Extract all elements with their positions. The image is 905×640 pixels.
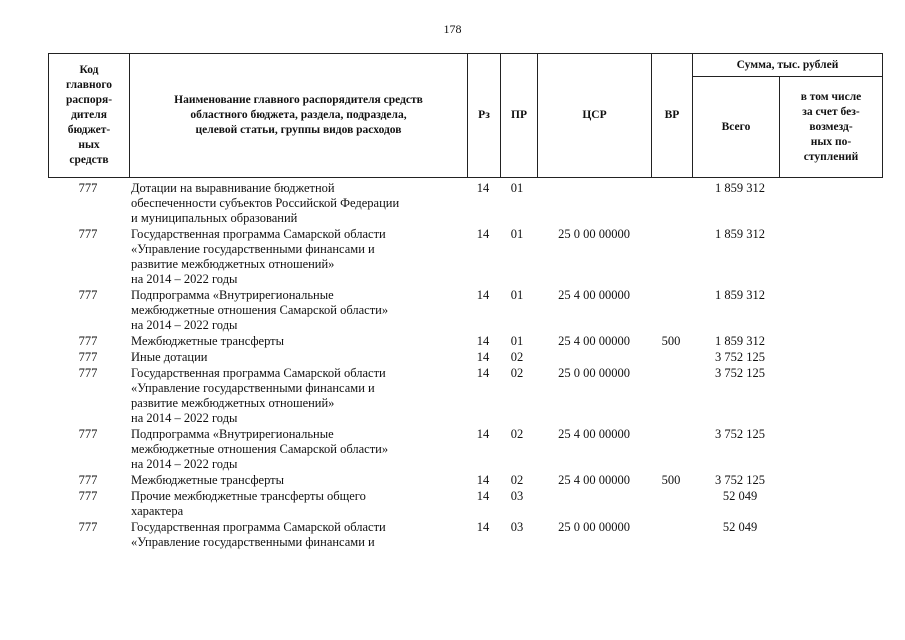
cell-name: Подпрограмма «Внутрирегиональные межбюджетные отношения Самарской области» на 2014 – 2022 годы [131, 427, 389, 471]
cell-rz: 14 [476, 427, 490, 441]
cell-name: Прочие межбюджетные трансферты общего характера [131, 489, 366, 518]
cell-pr: 02 [510, 366, 524, 380]
cell-pr: 03 [510, 489, 524, 503]
cell-pr: 01 [510, 334, 524, 348]
cell-csr: 25 0 00 00000 [558, 366, 630, 380]
cell-code: 777 [78, 334, 98, 348]
cell-rz: 14 [476, 473, 490, 487]
cell-code: 777 [78, 288, 98, 302]
cell-name: Межбюджетные трансферты [131, 473, 285, 487]
header-name: Наименование главного распорядителя средств областного бюджета, раздела, подраздела, целевой статьи, группы видов расходов [174, 94, 423, 136]
header-sum: Сумма, тыс. рублей [736, 58, 839, 71]
cell-total: 1 859 312 [715, 227, 765, 241]
cell-total: 3 752 125 [715, 366, 765, 380]
cell-name: Государственная программа Самарской области «Управление государственными финансами и развитие межбюджетных отношений» на 2014 – 2022 годы [131, 227, 386, 286]
cell-rz: 14 [476, 489, 490, 503]
cell-code: 777 [78, 227, 98, 241]
cell-code: 777 [78, 366, 98, 380]
cell-pr: 02 [510, 427, 524, 441]
header-code: Код главного распоря- дителя бюджет- ных средств [65, 64, 113, 166]
cell-total: 1 859 312 [715, 181, 765, 195]
cell-csr: 25 0 00 00000 [558, 227, 630, 241]
cell-name: Подпрограмма «Внутрирегиональные межбюджетные отношения Самарской области» на 2014 – 2022 годы [131, 288, 389, 332]
cell-csr: 25 4 00 00000 [558, 334, 630, 348]
cell-rz: 14 [476, 334, 490, 348]
table-body [48, 181, 883, 551]
header-nonrepayable: в том числе за счет без- возмезд- ных по- ступлений [800, 90, 862, 163]
cell-vr: 500 [661, 334, 681, 348]
table-row [48, 288, 883, 334]
cell-code: 777 [78, 350, 98, 364]
table-row [48, 520, 883, 551]
table-row [48, 334, 883, 350]
cell-pr: 02 [510, 350, 524, 364]
cell-rz: 14 [476, 366, 490, 380]
cell-name: Государственная программа Самарской области «Управление государственными финансами и [131, 520, 386, 549]
cell-csr: 25 4 00 00000 [558, 473, 630, 487]
table-row [48, 489, 883, 520]
cell-pr: 03 [510, 520, 524, 534]
cell-name: Межбюджетные трансферты [131, 334, 285, 348]
cell-code: 777 [78, 489, 98, 503]
cell-total: 3 752 125 [715, 350, 765, 364]
cell-csr: 25 0 00 00000 [558, 520, 630, 534]
header-csr: ЦСР [582, 109, 607, 121]
cell-name: Иные дотации [131, 350, 208, 364]
cell-code: 777 [78, 181, 98, 195]
cell-code: 777 [78, 473, 98, 487]
page-number: 178 [443, 22, 462, 36]
table-row [48, 227, 883, 288]
cell-code: 777 [78, 520, 98, 534]
table-row [48, 350, 883, 366]
header-pr: ПР [511, 109, 527, 121]
cell-pr: 02 [510, 473, 524, 487]
cell-total: 1 859 312 [715, 288, 765, 302]
header-vr: ВР [664, 109, 680, 121]
cell-csr: 25 4 00 00000 [558, 288, 630, 302]
cell-total: 52 049 [722, 489, 758, 503]
table-row [48, 181, 883, 227]
cell-rz: 14 [476, 350, 490, 364]
cell-code: 777 [78, 427, 98, 441]
cell-total: 3 752 125 [715, 473, 765, 487]
cell-rz: 14 [476, 520, 490, 534]
cell-csr: 25 4 00 00000 [558, 427, 630, 441]
cell-total: 3 752 125 [715, 427, 765, 441]
table-row [48, 473, 883, 489]
cell-vr: 500 [661, 473, 681, 487]
header-total: Всего [721, 120, 751, 133]
table-row [48, 366, 883, 427]
cell-name: Дотации на выравнивание бюджетной обеспеченности субъектов Российской Федерации и муниципальных образований [131, 181, 400, 225]
cell-pr: 01 [510, 288, 524, 302]
cell-pr: 01 [510, 181, 524, 195]
cell-name: Государственная программа Самарской области «Управление государственными финансами и развитие межбюджетных отношений» на 2014 – 2022 годы [131, 366, 386, 425]
table-header [48, 53, 883, 178]
cell-rz: 14 [476, 227, 490, 241]
cell-total: 52 049 [722, 520, 758, 534]
header-rz: Рз [478, 109, 490, 121]
table-row [48, 427, 883, 473]
cell-pr: 01 [510, 227, 524, 241]
cell-total: 1 859 312 [715, 334, 765, 348]
cell-rz: 14 [476, 181, 490, 195]
cell-rz: 14 [476, 288, 490, 302]
